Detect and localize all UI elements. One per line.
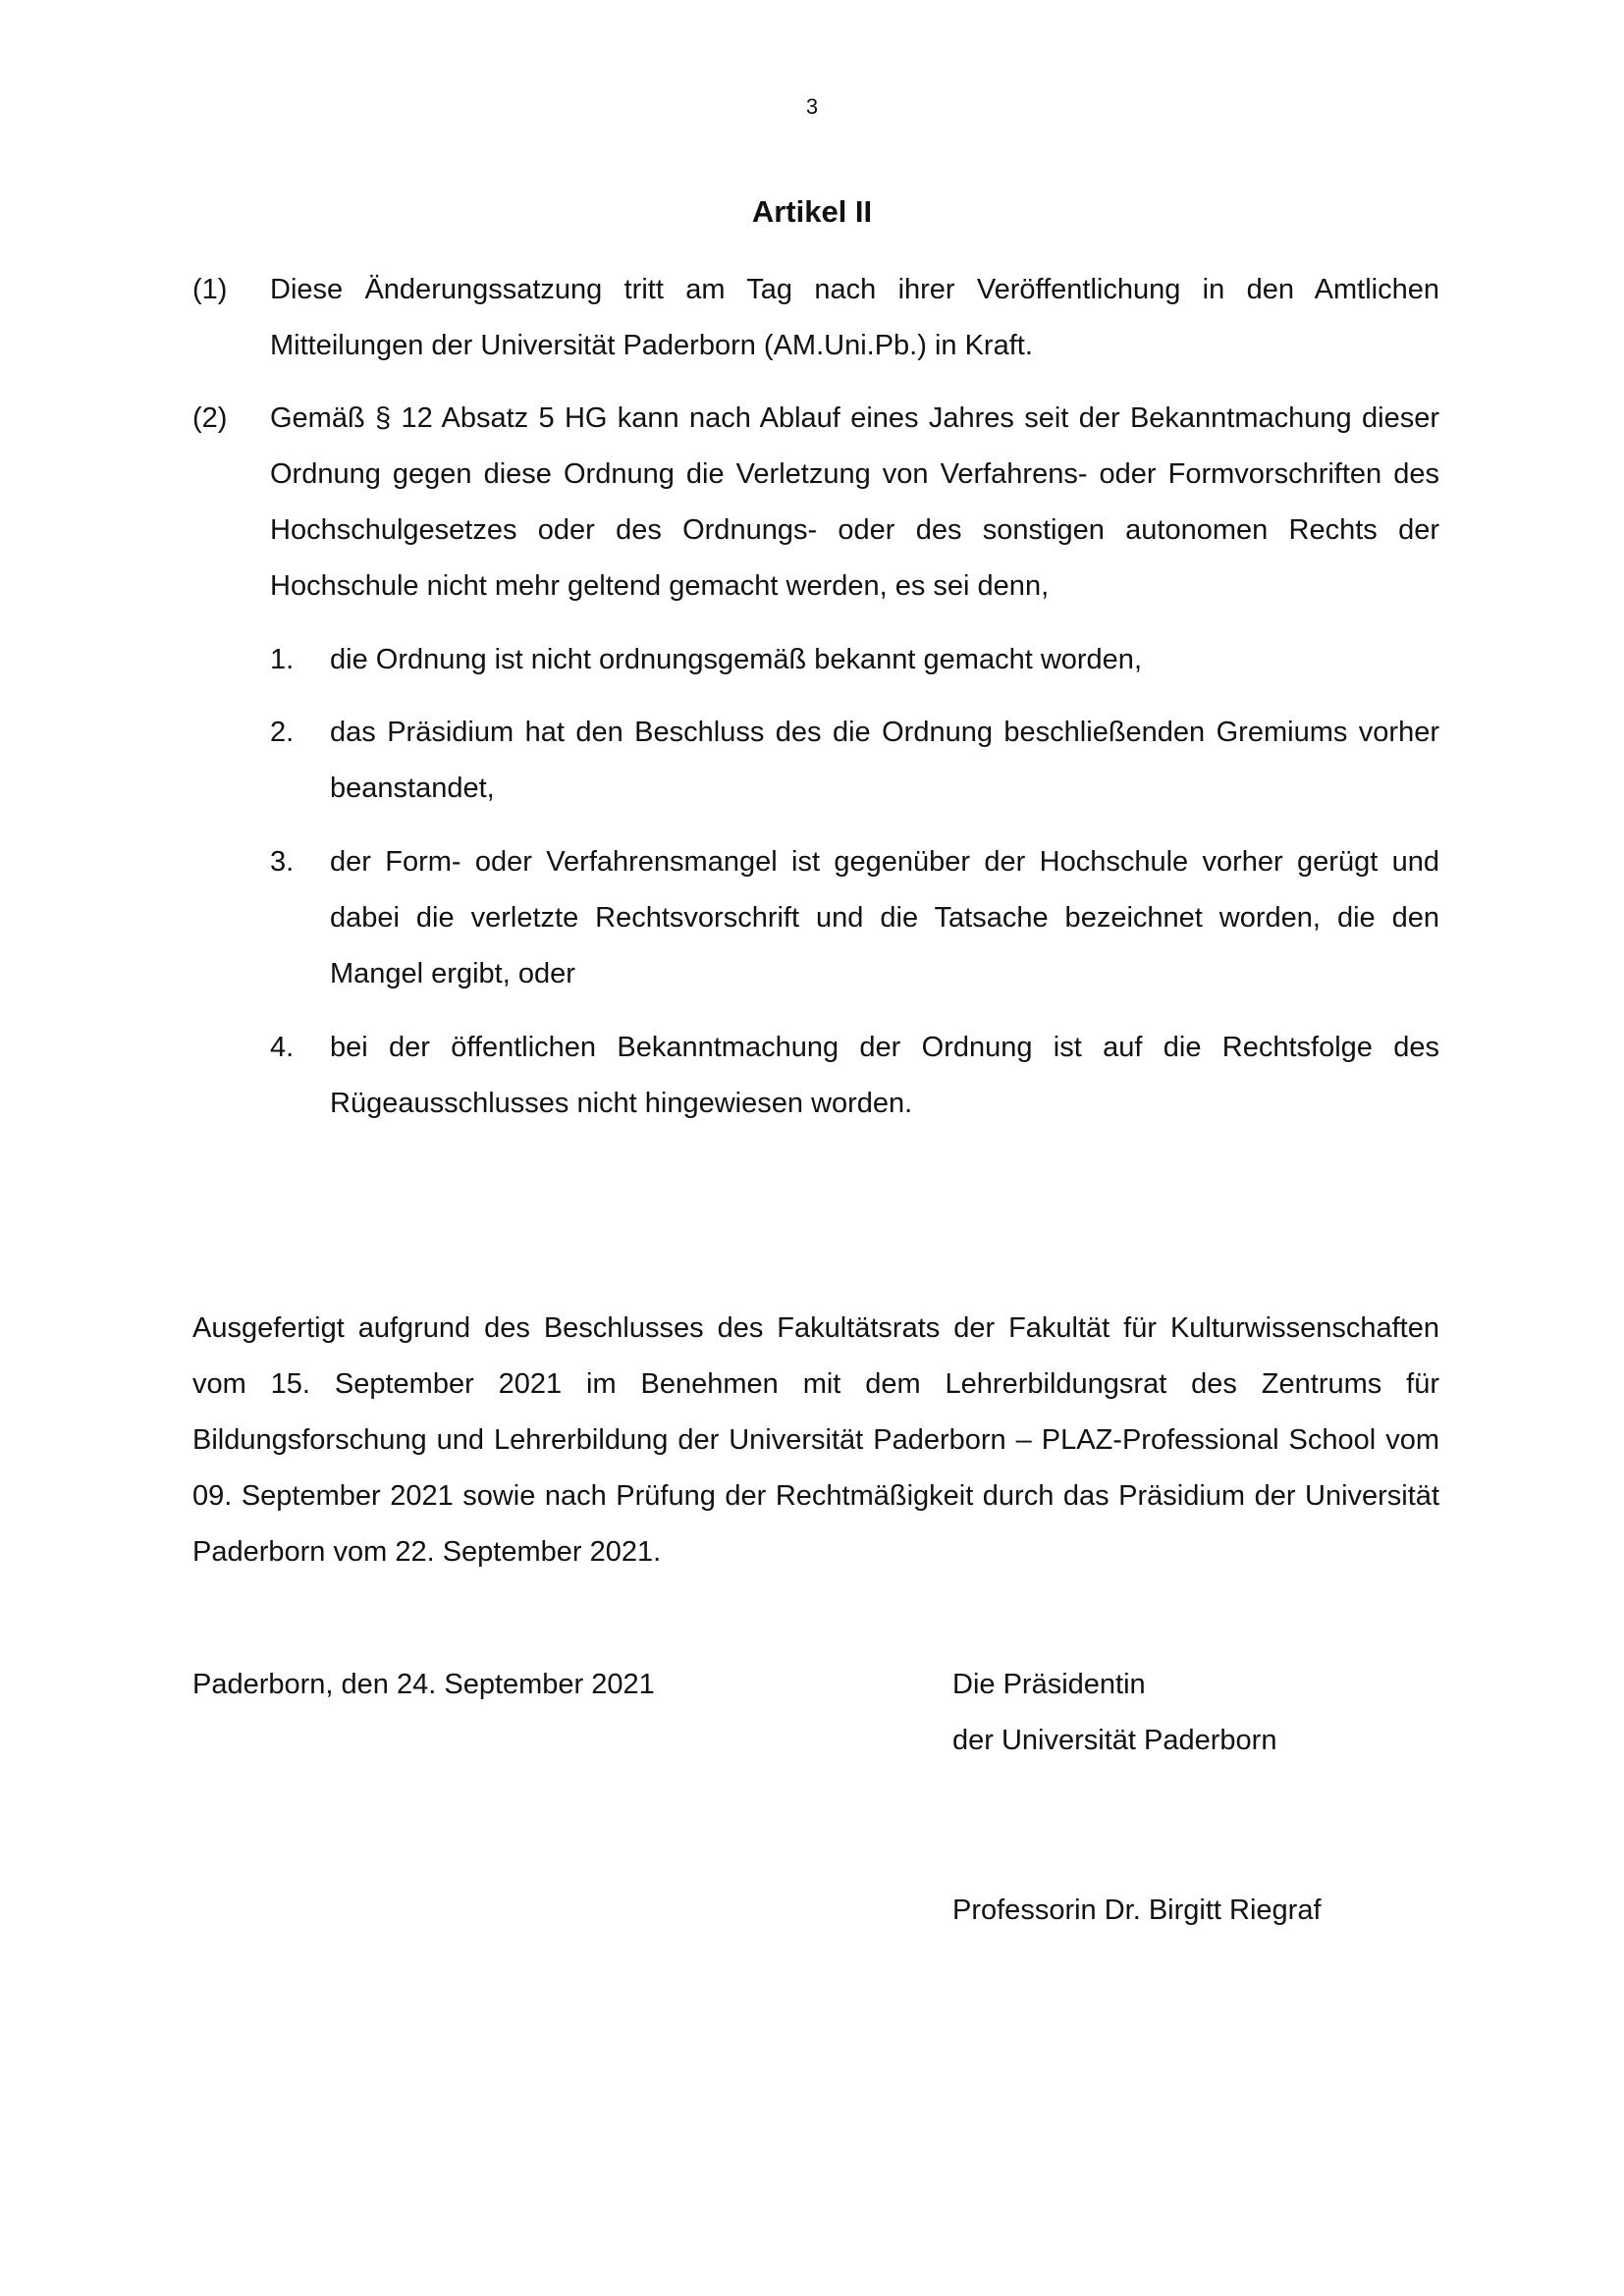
list-item-text: das Präsidium hat den Beschluss des die Ordnung beschließenden Gremiums vorher beanstandet, bbox=[330, 717, 1439, 804]
paragraph-number: (1) bbox=[192, 274, 228, 305]
place-date: Paderborn, den 24. September 2021 bbox=[192, 1669, 655, 1700]
list-item-text: bei der öffentlichen Bekanntmachung der Ordnung ist auf die Rechtsfolge des Rügeausschlusses nicht hingewiesen worden. bbox=[330, 1032, 1439, 1119]
paragraph-number: (2) bbox=[192, 402, 228, 434]
list-item-4 bbox=[270, 1020, 1439, 1132]
signature-block bbox=[952, 1657, 1276, 1769]
list-item-text: die Ordnung ist nicht ordnungsgemäß bekannt gemacht worden, bbox=[330, 644, 1142, 675]
paragraph-1 bbox=[192, 262, 1439, 374]
list-item-number: 2. bbox=[270, 717, 295, 748]
list-item-number: 1. bbox=[270, 644, 295, 675]
signature-name: Professorin Dr. Birgitt Riegraf bbox=[952, 1895, 1322, 1926]
article-heading: Artikel II bbox=[751, 194, 873, 229]
paragraph-2 bbox=[192, 391, 1439, 614]
paragraph-text: Gemäß § 12 Absatz 5 HG kann nach Ablauf eines Jahres seit der Bekanntmachung dieser Ordnung gegen diese Ordnung die Verletzung von Verfahrens- oder Formvorschriften des Hochschulgesetzes oder des Ordnungs- oder des sonstigen autonomen Rechts der Hochschule nicht mehr geltend gemacht werden, es sei denn, bbox=[270, 402, 1439, 602]
closing-text: Ausgefertigt aufgrund des Beschlusses des Fakultätsrats der Fakultät für Kulturwissenschaften vom 15. September 2021 im Benehmen mit dem Lehrerbildungsrat des Zentrums für Bildungsforschung und Lehrerbildung der Universität Paderborn – PLAZ-Professional School vom 09. September 2021 sowie nach Prüfung der Rechtmäßigkeit durch das Präsidium der Universität Paderborn vom 22. September 2021. bbox=[192, 1312, 1439, 1568]
signature-title-line-1: Die Präsidentin bbox=[952, 1669, 1146, 1700]
list-item-3 bbox=[270, 834, 1439, 1002]
list-item-text: der Form- oder Verfahrensmangel ist gegenüber der Hochschule vorher gerügt und dabei die verletzte Rechtsvorschrift und die Tatsache bezeichnet worden, die den Mangel ergibt, oder bbox=[330, 846, 1439, 989]
signature-title-line-2: der Universität Paderborn bbox=[952, 1725, 1277, 1756]
list-item-number: 4. bbox=[270, 1032, 295, 1063]
list-item-2 bbox=[270, 705, 1439, 817]
paragraph-text: Diese Änderungssatzung tritt am Tag nach ihrer Veröffentlichung in den Amtlichen Mitteilungen der Universität Paderborn (AM.Uni.Pb.) in Kraft. bbox=[270, 274, 1439, 361]
list-item-number: 3. bbox=[270, 846, 295, 878]
page-number: 3 bbox=[805, 94, 819, 119]
list-item-1 bbox=[270, 632, 1439, 688]
